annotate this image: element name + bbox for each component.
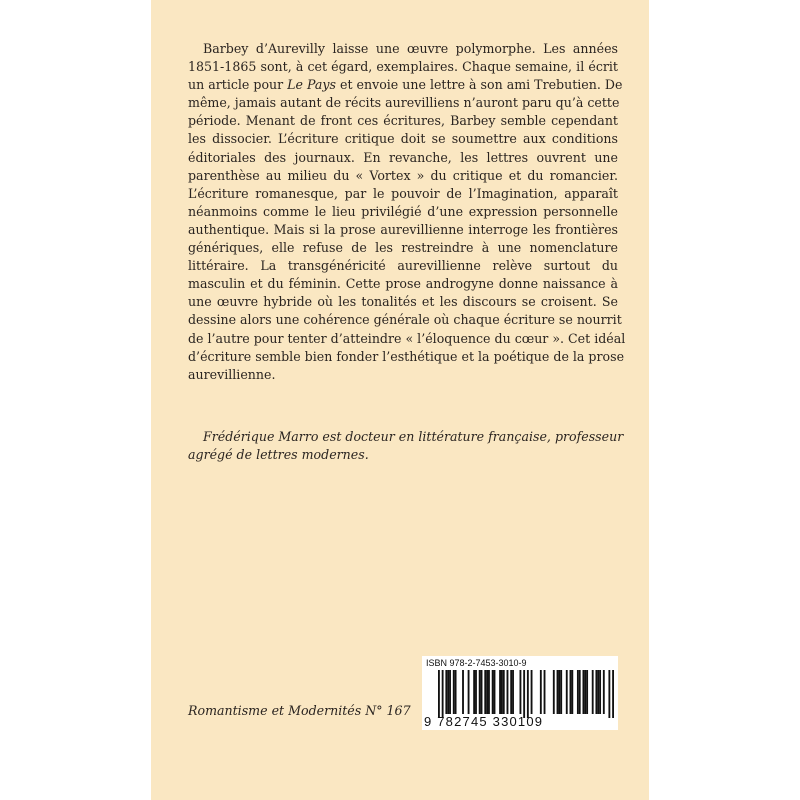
barcode-bar [455, 670, 457, 714]
blurb-line: un article pour Le Pays et envoie une lettre à son ami Trebutien. De [188, 77, 623, 93]
blurb-line: néanmoins comme le lieu privilégié d’une expression personnelle [188, 203, 618, 219]
barcode-bar [503, 670, 505, 714]
barcode-bar [488, 670, 490, 714]
barcode-bar [608, 670, 610, 718]
barcode-bar [557, 670, 559, 714]
barcode-bar [560, 670, 562, 714]
barcode-bar [484, 670, 486, 714]
barcode-bar [492, 670, 494, 714]
barcode-bar [512, 670, 514, 714]
barcode-bar [599, 670, 601, 714]
barcode-bar [479, 670, 481, 714]
blurb-line: dessine alors une cohérence générale où chaque écriture se nourrit [188, 312, 622, 328]
barcode-bar [501, 670, 503, 714]
blurb-line: éditoriales des journaux. En revanche, les lettres ouvrent une [188, 149, 618, 165]
blurb-line: authentique. Mais si la prose aurevillienne interroge les frontières [188, 221, 618, 237]
barcode-bar [449, 670, 451, 714]
barcode-bar [584, 670, 586, 714]
barcode-bar [570, 670, 572, 714]
barcode-bar [507, 670, 509, 714]
barcode-bar [486, 670, 488, 714]
blurb-line: les dissocier. L’écriture critique doit se soumettre aux conditions [188, 131, 618, 147]
barcode-bar [445, 670, 447, 714]
barcode-bar [527, 670, 529, 718]
barcode-bar [540, 670, 542, 714]
blurb-line: génériques, elle refuse de les restreindre à une nomenclature [188, 240, 618, 256]
barcode-bar [586, 670, 588, 714]
barcode-bar [475, 670, 477, 714]
barcode-bar [544, 670, 546, 714]
barcode-bar [597, 670, 599, 714]
barcode-bar [468, 670, 470, 714]
blurb-line: masculin et du féminin. Cette prose androgyne donne naissance à [188, 276, 618, 292]
blurb-line: L’écriture romanesque, par le pouvoir de l’Imagination, apparaît [188, 185, 618, 201]
barcode-bar [531, 670, 533, 714]
back-cover [151, 0, 649, 800]
barcode-bar [462, 670, 464, 714]
blurb-line: parenthèse au milieu du « Vortex » du critique et du romancier. [188, 167, 618, 183]
barcode-bar [520, 670, 522, 714]
isbn-barcode [422, 656, 618, 730]
author-note-line: agrégé de lettres modernes. [188, 447, 369, 463]
blurb-text [188, 40, 626, 384]
barcode-bar [481, 670, 483, 714]
barcode-bar [603, 670, 605, 714]
ean-digits: 9 782745 330109 [424, 714, 544, 729]
barcode-bar [577, 670, 579, 714]
blurb-line: période. Menant de front ces écritures, Barbey semble cependant [188, 113, 618, 129]
barcode-bar [523, 670, 525, 718]
barcode-bar [447, 670, 449, 714]
barcode-bar [612, 670, 614, 718]
barcode-bar [499, 670, 501, 714]
barcode-bar [510, 670, 512, 714]
author-note [188, 428, 624, 464]
blurb-line: littéraire. La transgénéricité aurevillienne relève surtout du [188, 258, 618, 274]
barcode-bars [438, 670, 614, 720]
barcode-bar [595, 670, 597, 714]
newspaper-title: Le Pays [287, 77, 336, 93]
isbn-label: ISBN 978-2-7453-3010-9 [426, 658, 527, 668]
barcode-bar [558, 670, 560, 714]
blurb-line: même, jamais autant de récits aurevilliens n’auront paru qu’à cette [188, 95, 620, 111]
barcode-bar [571, 670, 573, 714]
barcode-bar [453, 670, 455, 714]
barcode-bar [553, 670, 555, 714]
barcode-bar [592, 670, 594, 714]
barcode-bar [494, 670, 496, 714]
blurb-line: une œuvre hybride où les tonalités et les discours se croisent. Se [188, 294, 618, 310]
series-title: Romantisme et Modernités N° 167 [188, 703, 411, 718]
author-note-line: Frédérique Marro est docteur en littérature française, professeur [203, 429, 624, 444]
blurb-line: de l’autre pour tenter d’atteindre « l’éloquence du cœur ». Cet idéal [188, 330, 626, 346]
barcode-bar [579, 670, 581, 714]
blurb-line: aurevillienne. [188, 366, 276, 382]
blurb-line: Barbey d’Aurevilly laisse une œuvre polymorphe. Les années [203, 41, 618, 56]
barcode-bar [442, 670, 444, 718]
blurb-line: 1851-1865 sont, à cet égard, exemplaires. Chaque semaine, il écrit [188, 59, 618, 75]
barcode-bar [438, 670, 440, 718]
barcode-bar [473, 670, 475, 714]
barcode-bar [583, 670, 585, 714]
blurb-line: d’écriture semble bien fonder l’esthétique et la poétique de la prose [188, 348, 625, 364]
barcode-bar [566, 670, 568, 714]
